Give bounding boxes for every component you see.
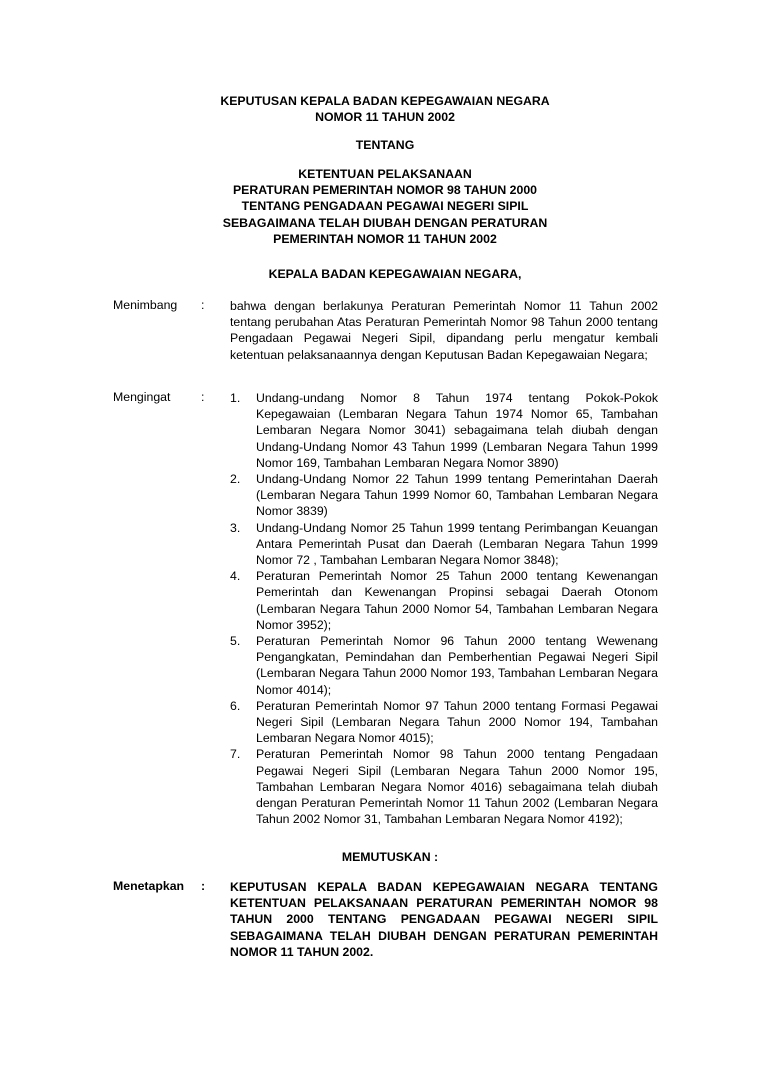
menetapkan-label: Menetapkan <box>113 879 185 893</box>
menetapkan-colon: : <box>201 879 206 893</box>
item-number: 1. <box>230 391 241 405</box>
list-item <box>230 390 658 471</box>
item-number: 2. <box>230 472 241 487</box>
item-text: Peraturan Pemerintah Nomor 25 Tahun 2000 tentang Kewenangan Pemerintah dan Kewenangan Propinsi sebagai Daerah Otonom (Lembaran Negara Tahun 2000 Nomor 54, Tambahan Lembaran Negara Nomor 3952); <box>256 569 658 632</box>
menimbang-label: Menimbang <box>113 298 178 312</box>
decree-number: NOMOR 11 TAHUN 2002 <box>315 110 455 125</box>
list-item <box>230 633 658 698</box>
list-item <box>230 520 658 569</box>
item-text: Peraturan Pemerintah Nomor 96 Tahun 2000 tentang Wewenang Pengangkatan, Pemindahan dan Pemberhentian Pegawai Negeri Sipil (Lembaran Negara Tahun 2000 Nomor 193, Tambahan Lembaran Negara Nomor 4014); <box>256 634 658 697</box>
item-number: 5. <box>230 634 241 649</box>
item-text: Undang-undang Nomor 8 Tahun 1974 tentang Pokok-Pokok Kepegawaian (Lembaran Negara Tahun 1974 Nomor 65, Tambahan Lembaran Negara Nomor 3041) sebagaimana telah diubah dengan Undang-Undang Nomor 43 Tahun 1999 (Lembaran Negara Tahun 1999 Nomor 169, Tambahan Lembaran Negara Nomor 3890) <box>256 391 658 470</box>
item-number: 3. <box>230 520 241 535</box>
mengingat-label: Mengingat <box>113 390 171 404</box>
item-number: 4. <box>230 569 241 584</box>
decree-title-line1: KEPUTUSAN KEPALA BADAN KEPEGAWAIAN NEGARA <box>220 94 550 108</box>
menimbang-text: bahwa dengan berlakunya Peraturan Pemerintah Nomor 11 Tahun 2002 tentang perubahan Atas Peraturan Pemerintah Nomor 98 Tahun 2000 tentang Pengadaan Pegawai Negeri Sipil, dipandang perlu mengatur kembali ketentuan pelaksanaannya dengan Keputusan Badan Kepegawaian Negara; <box>230 299 658 362</box>
memutuskan-heading: MEMUTUSKAN : <box>341 850 439 864</box>
list-item <box>230 471 658 520</box>
menetapkan-text: KEPUTUSAN KEPALA BADAN KEPEGAWAIAN NEGARA TENTANG KETENTUAN PELAKSANAAN PERATURAN PEMERINTAH NOMOR 98 TAHUN 2000 TENTANG PENGADAAN PEGAWAI NEGERI SIPIL SEBAGAIMANA TELAH DIUBAH DENGAN PERATURAN PEMERINTAH NOMOR 11 TAHUN 2002. <box>230 880 658 959</box>
item-text: Undang-Undang Nomor 22 Tahun 1999 tentang Pemerintahan Daerah (Lembaran Negara Tahun 1999 Nomor 60, Tambahan Lembaran Negara Nomor 3839) <box>256 472 658 519</box>
menimbang-colon: : <box>201 298 205 312</box>
mengingat-colon: : <box>201 390 205 404</box>
subject-line: TENTANG PENGADAAN PEGAWAI NEGERI SIPIL <box>241 199 529 214</box>
issuing-authority: KEPALA BADAN KEPEGAWAIAN NEGARA, <box>268 267 522 281</box>
decree-title <box>190 93 580 125</box>
subject-line: KETENTUAN PELAKSANAAN <box>298 167 472 181</box>
item-number: 6. <box>230 698 241 713</box>
list-item <box>230 698 658 747</box>
item-text: Undang-Undang Nomor 25 Tahun 1999 tentang Perimbangan Keuangan Antara Pemerintah Pusat dan Daerah (Lembaran Negara Tahun 1999 Nomor 72 , Tambahan Lembaran Negara Nomor 3848); <box>256 520 658 568</box>
decree-subject <box>190 166 580 247</box>
item-number: 7. <box>230 747 241 762</box>
item-text: Peraturan Pemerintah Nomor 97 Tahun 2000 tentang Formasi Pegawai Negeri Sipil (Lembaran Negara Tahun 2000 Nomor 194, Tambahan Lembaran Negara Nomor 4015); <box>256 698 658 746</box>
subject-line: PEMERINTAH NOMOR 11 TAHUN 2002 <box>273 231 497 246</box>
item-text: Peraturan Pemerintah Nomor 98 Tahun 2000 tentang Pengadaan Pegawai Negeri Sipil (Lembaran Negara Tahun 2000 Nomor 195, Tambahan Lembaran Negara Nomor 4016) sebagaimana telah diubah dengan Peraturan Pemerintah Nomor 11 Tahun 2002 (Lembaran Negara Tahun 2002 Nomor 31, Tambahan Lembaran Negara Nomor 4192); <box>256 747 658 827</box>
mengingat-list <box>230 390 658 827</box>
tentang-heading: TENTANG <box>355 138 415 152</box>
list-item <box>230 568 658 633</box>
subject-line: SEBAGAIMANA TELAH DIUBAH DENGAN PERATURAN <box>222 215 548 230</box>
list-item <box>230 746 658 827</box>
subject-line: PERATURAN PEMERINTAH NOMOR 98 TAHUN 2000 <box>232 183 538 198</box>
